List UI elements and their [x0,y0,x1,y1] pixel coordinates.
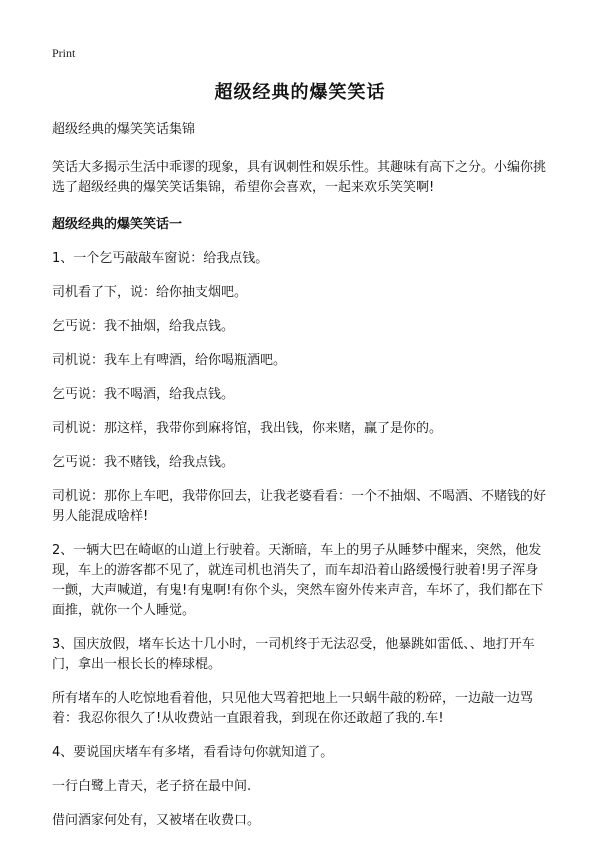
joke-paragraph: 3、国庆放假，堵车长达十几小时，一司机终于无法忍受，他暴跳如雷低、、地打开车门，拿出一根长长的棒球棍。 [52,637,535,672]
joke-paragraph: 司机说：那这样，我带你到麻将馆，我出钱，你来赌，赢了是你的。 [52,421,443,436]
joke-paragraph: 所有堵车的人吃惊地看着他，只见他大骂着把地上一只蜗牛敲的粉碎，一边敲一边骂着：我忍你很久了!从收费站一直跟着我，到现在你还敢超了我的.车! [52,691,534,726]
section-heading: 超级经典的爆笑笑话一 [52,217,183,232]
print-link[interactable]: Print [52,46,76,60]
joke-paragraph: 一行白鹭上青天，老子挤在最中间. [52,779,252,794]
joke-paragraph: 借问酒家何处有，又被堵在收费口。 [52,813,261,828]
joke-paragraph: 司机说：我车上有啤酒，给你喝瓶酒吧。 [52,353,287,368]
joke-paragraph: 乞丐说：我不喝酒，给我点钱。 [52,387,235,402]
page-title: 超级经典的爆笑笑话 [214,82,386,103]
joke-paragraph: 司机看了下，说：给你抽支烟吧。 [52,285,248,300]
intro-paragraph: 笑话大多揭示生活中乖谬的现象，具有讽刺性和娱乐性。其趣味有高下之分。小编你挑选了超级经典的爆笑笑话集锦，希望你会喜欢，一起来欢乐笑笑啊! [52,160,547,195]
joke-paragraph: 1、一个乞丐敲敲车窗说：给我点钱。 [52,251,269,266]
joke-paragraph: 2、一辆大巴在崎岖的山道上行驶着。天渐暗，车上的男子从睡梦中醒来，突然，他发现，车上的游客都不见了，就连司机也消失了，而车却沿着山路缓慢行驶着!男子浑身一颤，大声喊道，有鬼!有鬼啊!有你个头，突然车窗外传来声音，车坏了，我们都在下面推，就你一个人睡觉。 [52,543,544,618]
article-subtitle: 超级经典的爆笑笑话集锦 [52,122,196,137]
joke-paragraph: 乞丐说：我不抽烟，给我点钱。 [52,319,235,334]
article-body [52,120,548,845]
joke-paragraph: 4、要说国庆堵车有多堵，看看诗句你就知道了。 [52,745,334,760]
joke-paragraph: 乞丐说：我不赌钱，给我点钱。 [52,455,235,470]
joke-paragraph: 司机说：那你上车吧，我带你回去，让我老婆看看：一个不抽烟、不喝酒、不赌钱的好男人能混成啥样! [52,489,547,524]
